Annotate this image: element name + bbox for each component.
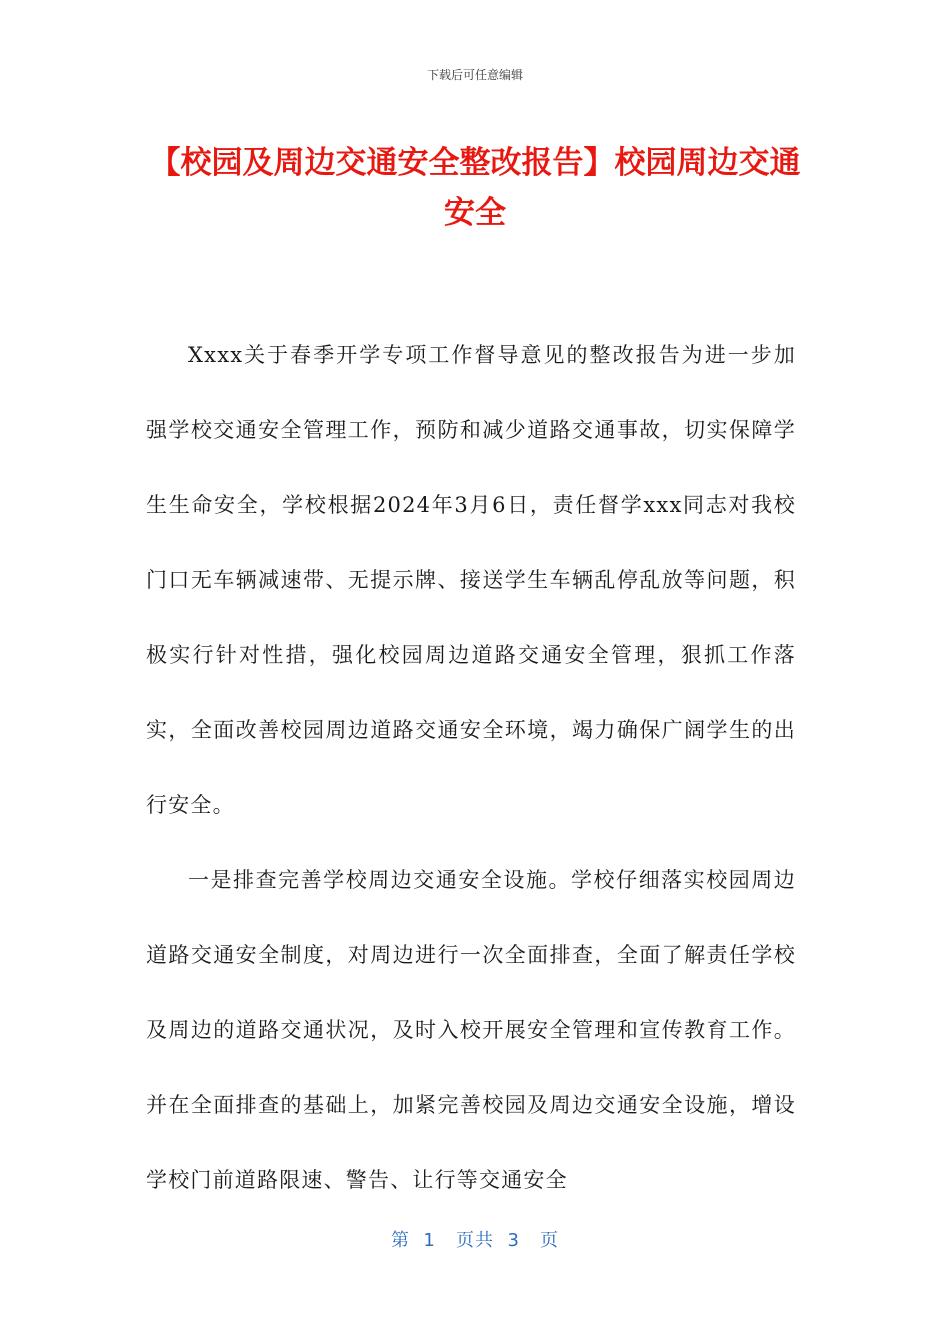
paragraph-1: Xxxx关于春季开学专项工作督导意见的整改报告为进一步加强学校交通安全管理工作，预防和减少道路交通事故，切实保障学生生命安全，学校根据2024年3月6日，责任督学xxx同志对我校门口无车辆减速带、无提示牌、接送学生车辆乱停乱放等问题，积极实行针对性措，强化校园周边道路交通安全管理，狠抓工作落实，全面改善校园周边道路交通安全环境，竭力确保广阔学生的出行安全。 [146,343,796,817]
page-number-footer: 第 1 页共 3 页 [390,1230,560,1251]
document-body [146,318,796,1218]
header-note: 下载后可任意编辑 [426,68,523,82]
document-title: 【校园及周边交通安全整改报告】校园周边交通安全 [149,145,801,231]
paragraph-2: 一是排查完善学校周边交通安全设施。学校仔细落实校园周边道路交通安全制度，对周边进行一次全面排查，全面了解责任学校及周边的道路交通状况，及时入校开展安全管理和宣传教育工作。并在全面排查的基础上，加紧完善校园及周边交通安全设施，增设学校门前道路限速、警告、让行等交通安全 [146,868,796,1192]
